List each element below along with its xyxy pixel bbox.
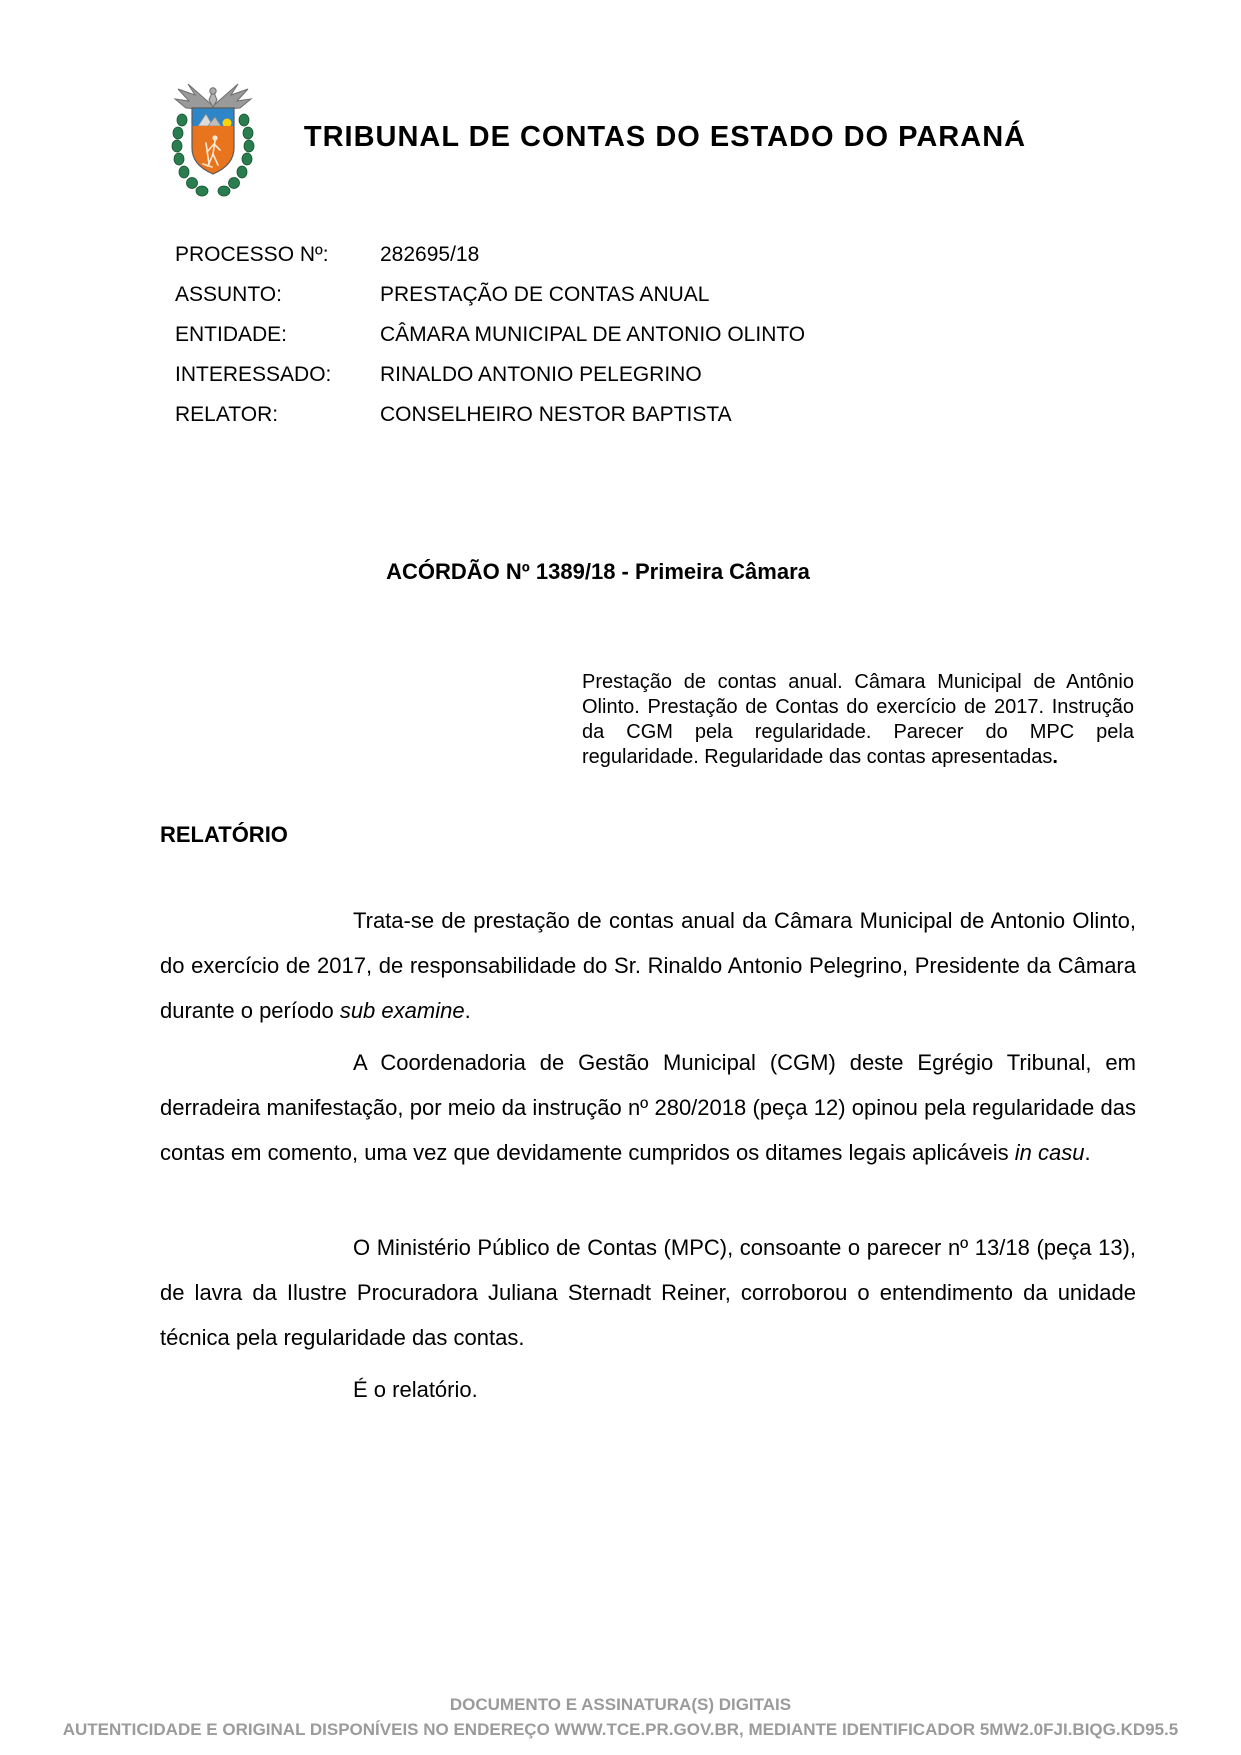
metadata-row-relator [175, 395, 1150, 435]
paragraph-text: . [1084, 1140, 1091, 1165]
metadata-value: CÂMARA MUNICIPAL DE ANTONIO OLINTO [380, 323, 806, 346]
latin-term: in casu [1014, 1140, 1085, 1165]
relatorio-paragraph-2 [160, 1040, 1136, 1175]
metadata-row-assunto [175, 275, 1150, 315]
acordao-heading: ACÓRDÃO Nº 1389/18 - Primeira Câmara [386, 559, 810, 584]
relatorio-closing: É o relatório. [353, 1377, 478, 1402]
metadata-row-entidade [175, 315, 1150, 355]
metadata-label: INTERESSADO: [175, 363, 332, 386]
digital-signature-footer [0, 1692, 1241, 1742]
relatorio-paragraph-1 [160, 898, 1136, 1033]
summary-bold-period: . [1052, 746, 1058, 768]
paragraph-text: Trata-se de prestação de contas anual da Câmara Municipal de Antonio Olinto, do exercício de 2017, de responsabilidade do Sr. Rinaldo Antonio Pelegrino, Presidente da Câmara durante o período [160, 908, 1136, 1023]
metadata-value: RINALDO ANTONIO PELEGRINO [380, 363, 702, 386]
footer-line-2: AUTENTICIDADE E ORIGINAL DISPONÍVEIS NO ENDEREÇO WWW.TCE.PR.GOV.BR, MEDIANTE IDENTIFICADOR 5MW2.0FJI.BIQG.KD95.5 [62, 1720, 1179, 1739]
process-metadata [175, 235, 1150, 435]
metadata-row-processo [175, 235, 1150, 275]
metadata-value: PRESTAÇÃO DE CONTAS ANUAL [380, 283, 710, 306]
metadata-label: PROCESSO Nº: [175, 243, 329, 266]
metadata-value: CONSELHEIRO NESTOR BAPTISTA [380, 403, 732, 426]
latin-term: sub examine [339, 998, 465, 1023]
page-title: TRIBUNAL DE CONTAS DO ESTADO DO PARANÁ [303, 121, 1027, 153]
relatorio-heading: RELATÓRIO [160, 822, 288, 847]
metadata-row-interessado [175, 355, 1150, 395]
metadata-label: RELATOR: [175, 403, 279, 426]
summary-ementa [582, 670, 1134, 770]
footer-line-1: DOCUMENTO E ASSINATURA(S) DIGITAIS [449, 1695, 792, 1714]
paragraph-text: . [464, 998, 471, 1023]
metadata-label: ASSUNTO: [175, 283, 282, 306]
summary-text: Prestação de contas anual. Câmara Municipal de Antônio Olinto. Prestação de Contas do exercício de 2017. Instrução da CGM pela regularidade. Parecer do MPC pela regularidade. Regularidade das contas apresentadas [582, 671, 1134, 768]
metadata-value: 282695/18 [380, 243, 480, 266]
paragraph-text: A Coordenadoria de Gestão Municipal (CGM) deste Egrégio Tribunal, em derradeira manifestação, por meio da instrução nº 280/2018 (peça 12) opinou pela regularidade das contas em comento, uma vez que devidamente cumpridos os ditames legais aplicáveis [160, 1050, 1136, 1165]
metadata-label: ENTIDADE: [175, 323, 288, 346]
relatorio-paragraph-3: O Ministério Público de Contas (MPC), consoante o parecer nº 13/18 (peça 13), de lavra da Ilustre Procuradora Juliana Sternadt Reiner, corroborou o entendimento da unidade técnica pela regularidade das contas. [160, 1235, 1136, 1350]
